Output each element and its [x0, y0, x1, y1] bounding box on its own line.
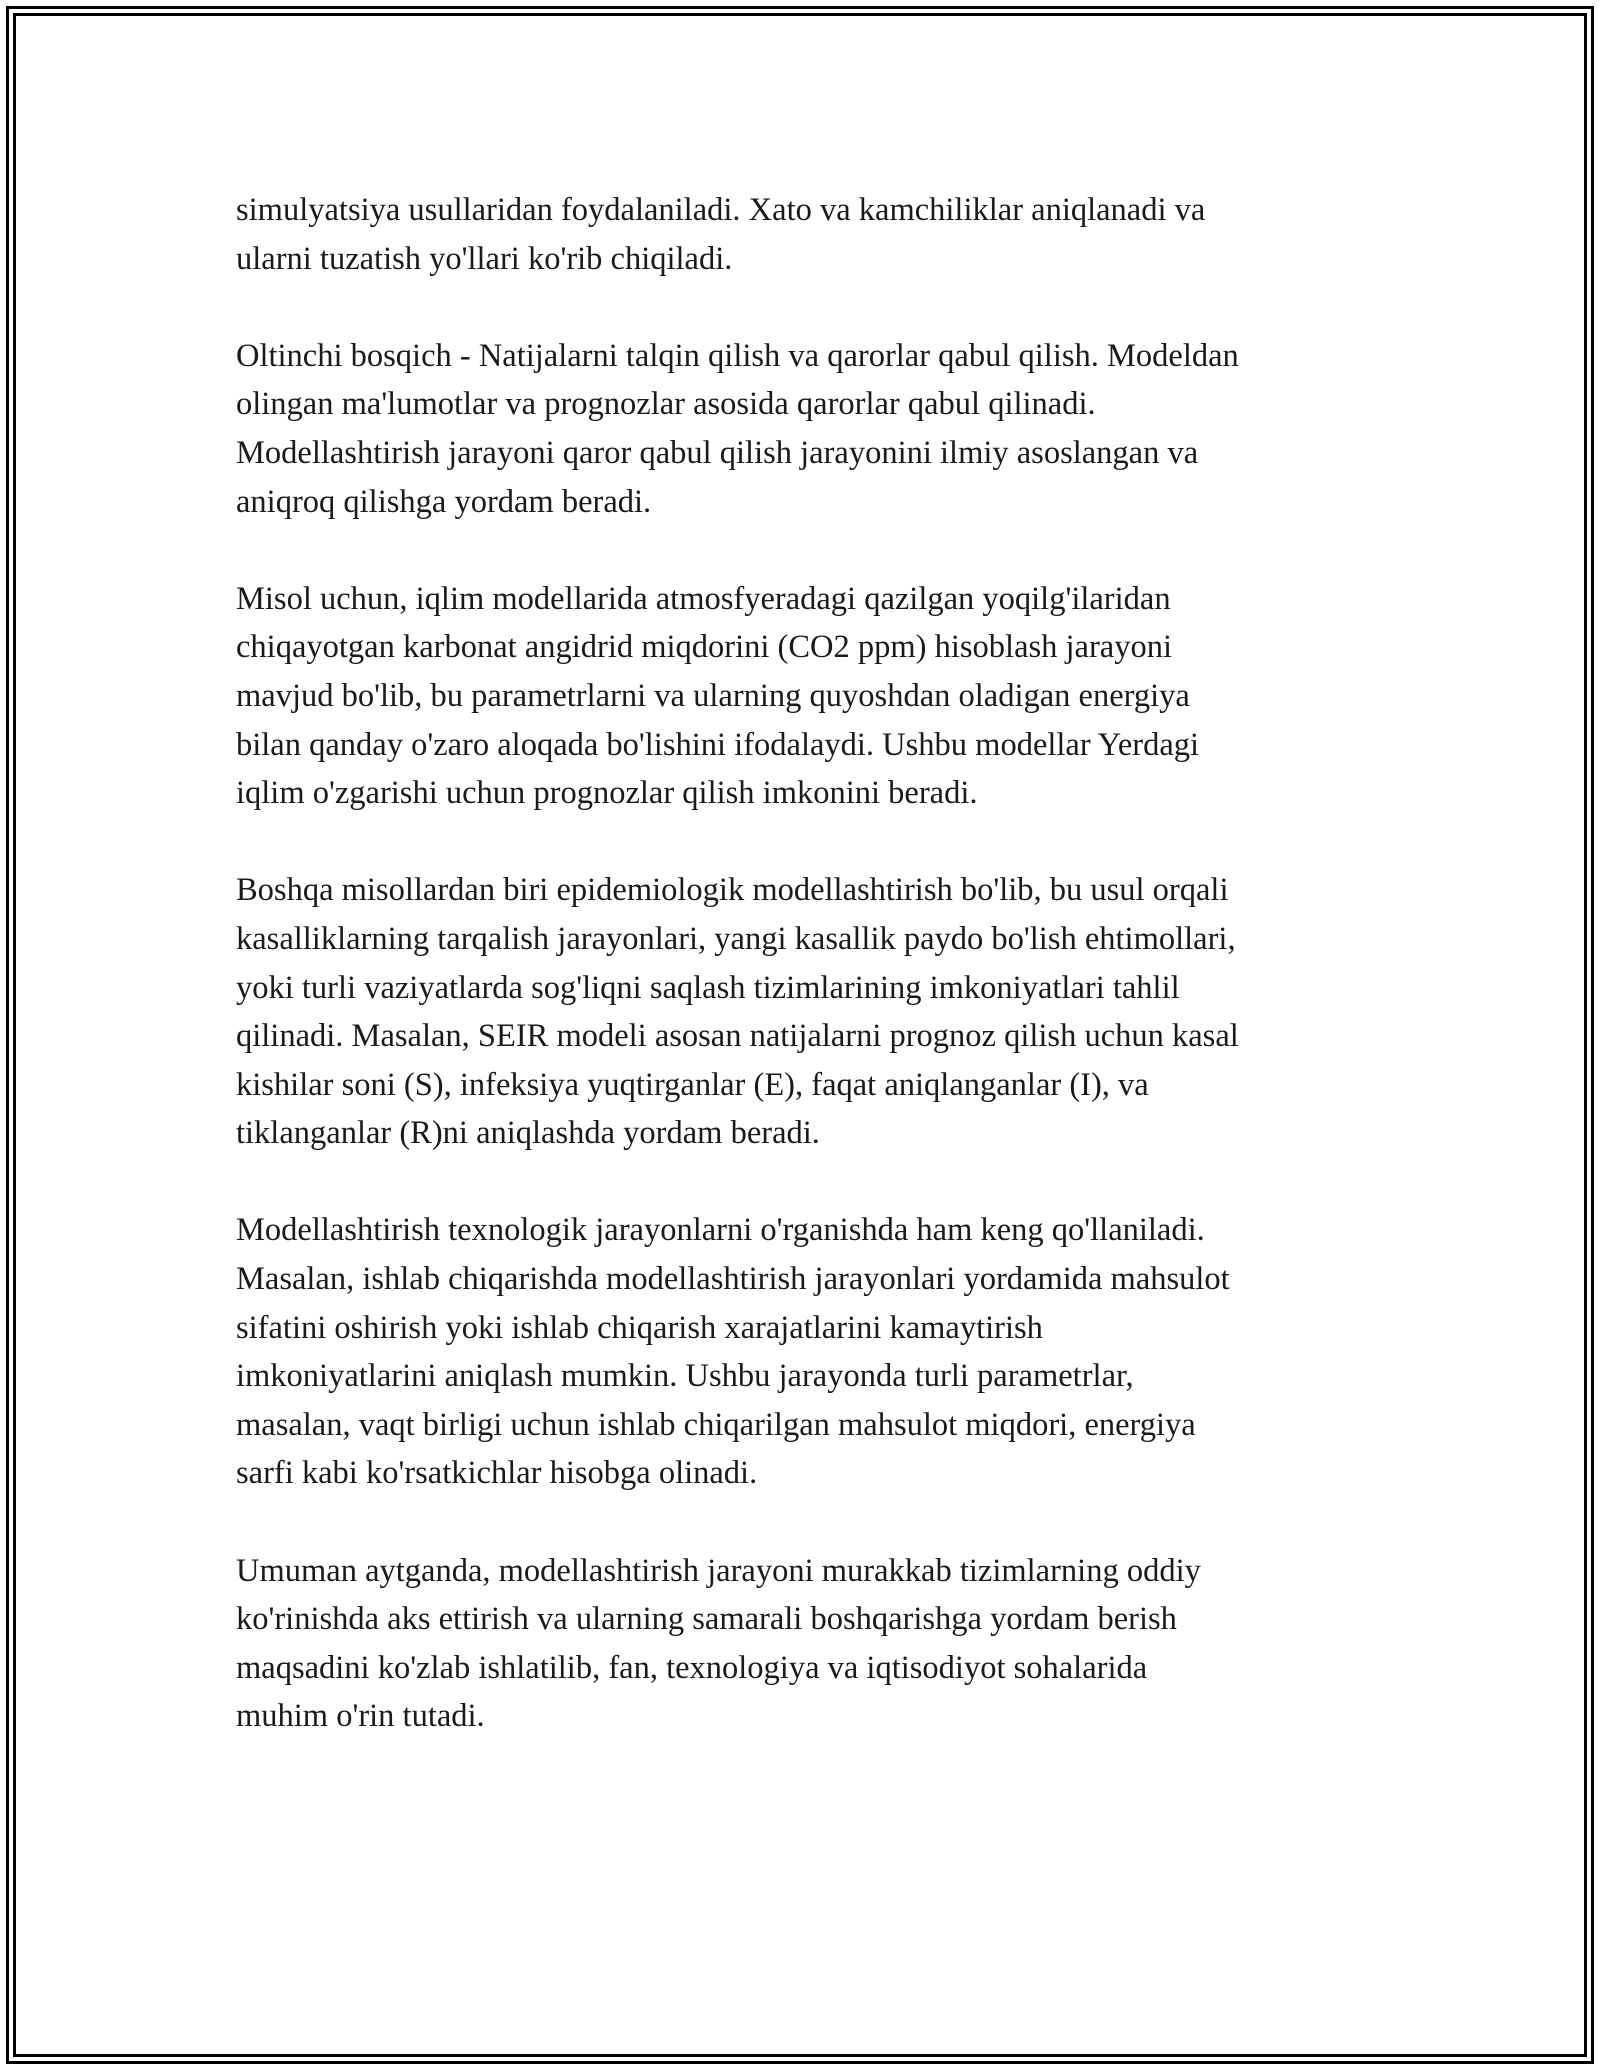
- paragraph-technological-processes: [236, 1206, 1376, 1498]
- text-line: bilan qanday o'zaro aloqada bo'lishini ifodalaydi. Ushbu modellar Yerdagi: [236, 726, 1200, 763]
- text-line: sifatini oshirish yoki ishlab chiqarish xarajatlarini kamaytirish: [236, 1309, 1043, 1346]
- paragraph-epidemiological-modeling: [236, 866, 1376, 1158]
- text-line: imkoniyatlarini aniqlash mumkin. Ushbu jarayonda turli parametrlar,: [236, 1358, 1134, 1395]
- text-line: yoki turli vaziyatlarda sog'liqni saqlash tizimlarining imkoniyatlari tahlil: [236, 969, 1180, 1006]
- text-line: ularni tuzatish yo'llari ko'rib chiqiladi.: [236, 240, 733, 277]
- text-line: qilinadi. Masalan, SEIR modeli asosan natijalarni prognoz qilish uchun kasal: [236, 1018, 1239, 1055]
- text-line: mavjud bo'lib, bu parametrlarni va ularning quyoshdan oladigan energiya: [236, 677, 1190, 714]
- text-line: chiqayotgan karbonat angidrid miqdorini (CO2 ppm) hisoblash jarayoni: [236, 629, 1172, 666]
- text-line: masalan, vaqt birligi uchun ishlab chiqarilgan mahsulot miqdori, energiya: [236, 1406, 1196, 1443]
- paragraph-conclusion: [236, 1547, 1376, 1741]
- text-line: maqsadini ko'zlab ishlatilib, fan, texnologiya va iqtisodiyot sohalarida: [236, 1649, 1148, 1686]
- text-line: muhim o'rin tutadi.: [236, 1698, 485, 1735]
- text-line: kasalliklarning tarqalish jarayonlari, yangi kasallik paydo bo'lish ehtimollari,: [236, 920, 1236, 957]
- text-line: tiklanganlar (R)ni aniqlashda yordam beradi.: [236, 1115, 820, 1152]
- text-line: Umuman aytganda, modellashtirish jarayoni murakkab tizimlarning oddiy: [236, 1552, 1201, 1589]
- text-line: Boshqa misollardan biri epidemiologik modellashtirish bo'lib, bu usul orqali: [236, 872, 1229, 909]
- text-line: Modellashtirish jarayoni qaror qabul qilish jarayonini ilmiy asoslangan va: [236, 434, 1199, 471]
- text-line: simulyatsiya usullaridan foydalaniladi. Xato va kamchiliklar aniqlanadi va: [236, 192, 1206, 228]
- text-line: Modellashtirish texnologik jarayonlarni o'rganishda ham keng qo'llaniladi.: [236, 1212, 1205, 1249]
- text-line: iqlim o'zgarishi uchun prognozlar qilish imkonini beradi.: [236, 775, 978, 812]
- text-line: aniqroq qilishga yordam beradi.: [236, 483, 652, 520]
- paragraph-sixth-stage: [236, 332, 1376, 526]
- text-line: Masalan, ishlab chiqarishda modellashtirish jarayonlari yordamida mahsulot: [236, 1261, 1230, 1298]
- text-line: Misol uchun, iqlim modellarida atmosfyeradagi qazilgan yoqilg'ilaridan: [236, 580, 1171, 617]
- text-line: sarfi kabi ko'rsatkichlar hisobga olinadi.: [236, 1455, 758, 1492]
- paragraph-simulation-methods: [236, 186, 1376, 283]
- document-body: [236, 186, 1376, 1790]
- text-line: Oltinchi bosqich - Natijalarni talqin qilish va qarorlar qabul qilish. Modeldan: [236, 337, 1239, 374]
- paragraph-climate-models: [236, 575, 1376, 818]
- text-line: ko'rinishda aks ettirish va ularning samarali boshqarishga yordam berish: [236, 1601, 1177, 1638]
- text-line: olingan ma'lumotlar va prognozlar asosida qarorlar qabul qilinadi.: [236, 386, 1096, 423]
- text-line: kishilar soni (S), infeksiya yuqtirganlar (E), faqat aniqlanganlar (I), va: [236, 1066, 1149, 1103]
